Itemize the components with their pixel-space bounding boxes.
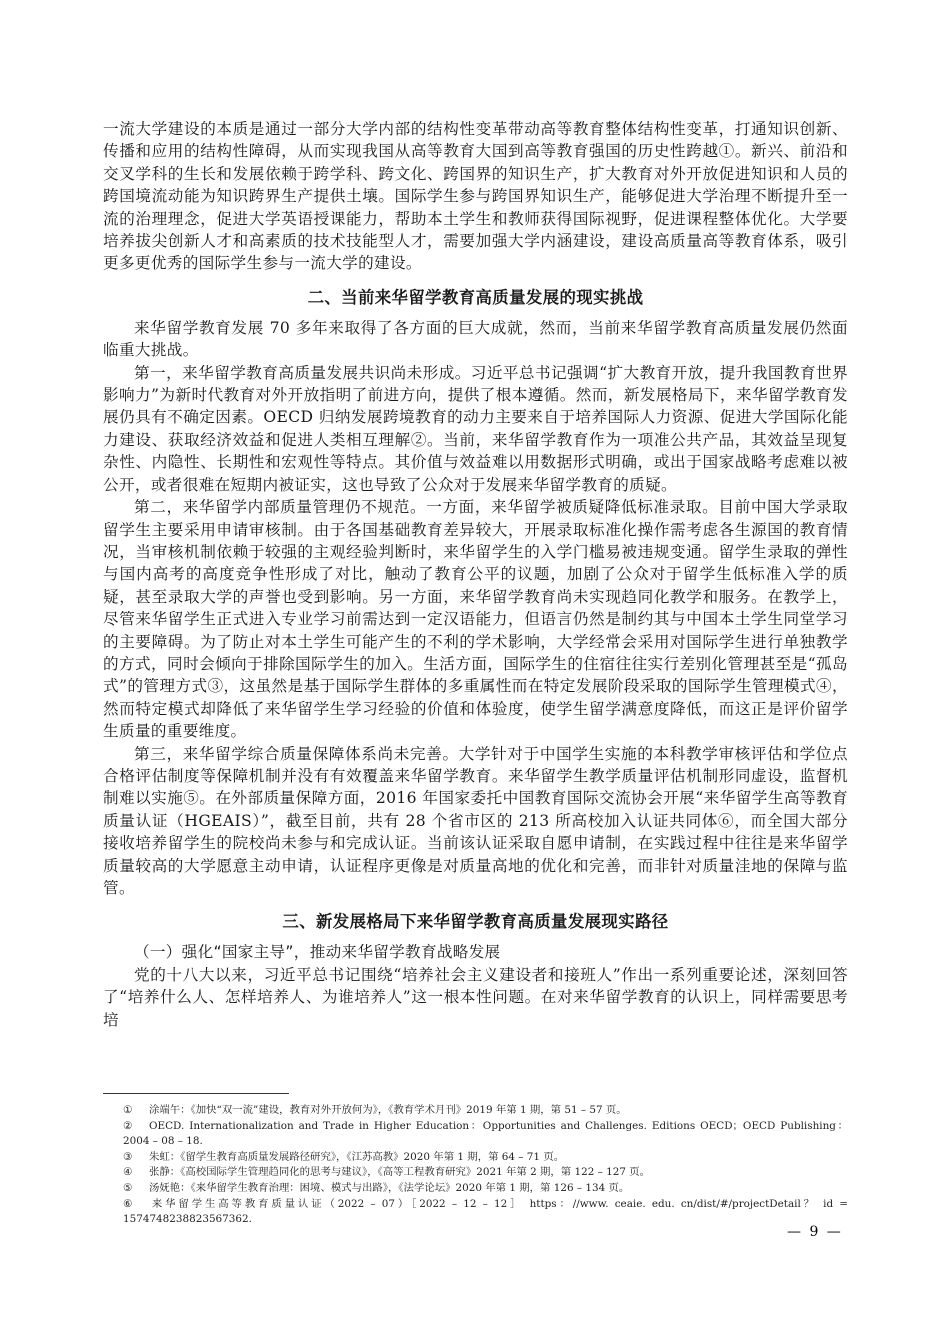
intro-paragraph: 一流大学建设的本质是通过一部分大学内部的结构性变革带动高等教育整体结构性变革，打通知识创新、传播和应用的结构性障碍，从而实现我国从高等教育大国到高等教育强国的历史性跨越①。新兴、前沿和交叉学科的生长和发展依赖于跨学科、跨文化、跨国界的知识生产，扩大教育对外开放促进知识和人员的跨国境流动能为知识跨界生产提供土壤。国际学生参与跨国界知识生产，能够促进大学治理不断提升至一流的治理理念，促进大学英语授课能力，帮助本土学生和教师获得国际视野，促进课程整体优化。大学要培养拔尖创新人才和高素质的技术技能型人才，需要加强大学内涵建设，建设高质量高等教育体系，吸引更多更优秀的国际学生参与一流大学的建设。	[103, 120, 848, 273]
section-3-paragraph-1: 党的十八大以来，习近平总书记围绕“培养社会主义建设者和接班人”作出一系列重要论述，深刻回答了“培养什么人、怎样培养人、为谁培养人”这一根本性问题。在对来华留学教育的认识上，同样需要思考培	[103, 965, 848, 1029]
footnote: ③ 朱虹：《留学生教育高质量发展路径研究》，《江苏高教》2020 年第 1 期，第 64 – 71 页。	[123, 1150, 565, 1163]
footnote: ① 涂端午：《加快“双一流”建设，教育对外开放何为》，《教育学术月刊》2019 年第 1 期，第 51 – 57 页。	[123, 1104, 627, 1116]
footnote: ⑤ 汤妩艳：《来华留学生教育治理：困境、模式与出路》，《法学论坛》2020 年第 1 期，第 126 – 134 页。	[123, 1181, 630, 1194]
page-number: — 9 —	[787, 1224, 843, 1240]
section-2-paragraph-4: 第三，来华留学综合质量保障体系尚未完善。大学针对于中国学生实施的本科教学审核评估和学位点合格评估制度等保障机制并没有有效覆盖来华留学教育。来华留学生教学质量评估机制形同虚设，监督机制难以实施⑤。在外部质量保障方面，2016 年国家委托中国教育国际交流协会开展“来华留学生高等教育质量认证（HGEAIS）”，截至目前，共有 28 个省市区的 213 所高校加入认证共同体⑥，而全国大部分接收培养留学生的院校尚未参与和完成认证。当前该认证采取自愿申请制，在实践过程中往往是来华留学质量较高的大学愿意主动申请，认证程序更像是对质量高地的优化和完善，而非针对质量洼地的保障与监管。	[103, 744, 848, 897]
footnote: ② OECD. Internationalization and Trade in Higher Education：Opportunities and Challenges. Editions OECD；OECD Publishing：2004 – 08 – 18.	[123, 1119, 848, 1148]
section-2-paragraph-2: 第一，来华留学教育高质量发展共识尚未形成。习近平总书记强调“扩大教育开放，提升我国教育世界影响力”为新时代教育对外开放指明了前进方向，提供了根本遵循。然而，新发展格局下，来华留学教育发展仍具有不确定因素。OECD 归纳发展跨境教育的动力主要来自于培养国际人力资源、促进大学国际化能力建设、获取经济效益和促进人类相互理解②。当前，来华留学教育作为一项准公共产品，其效益呈现复杂性、内隐性、长期性和宏观性等特点。其价值与效益难以用数据形式明确，或出于国家战略考虑难以被公开，或者很难在短期内被证实，这也导致了公众对于发展来华留学教育的质疑。	[103, 363, 848, 494]
section-2-heading: 二、当前来华留学教育高质量发展的现实挑战	[307, 287, 644, 307]
section-3-subheading-1: （一）强化“国家主导”，推动来华留学教育战略发展	[134, 943, 501, 962]
footnote: ⑥ 来华留学生高等教育质量认证（2022 – 07）［2022 – 12 – 12］ https：//www. ceaie. edu. cn/dist/#/projectDetail？ id = 1574748238823567362.	[123, 1197, 848, 1226]
main-text	[103, 118, 848, 1031]
footnote-divider	[103, 1093, 289, 1094]
section-3-heading: 三、新发展格局下来华留学教育高质量发展现实路径	[282, 912, 669, 932]
footnotes	[103, 1103, 848, 1228]
section-2-paragraph-3: 第二，来华留学内部质量管理仍不规范。一方面，来华留学被质疑降低标准录取。目前中国大学录取留学生主要采用申请审核制。由于各国基础教育差异较大，开展录取标准化操作需考虑各生源国的教育情况，当审核机制依赖于较强的主观经验判断时，来华留学生的入学门槛易被违规变通。留学生录取的弹性与国内高考的高度竞争性形成了对比，触动了教育公平的议题，加剧了公众对于留学生低标准入学的质疑，甚至录取大学的声誉也受到影响。另一方面，来华留学教育尚未实现趋同化教学和服务。在教学上，尽管来华留学生正式进入专业学习前需达到一定汉语能力，但语言仍然是制约其与中国本土学生同堂学习的主要障碍。为了防止对本土学生可能产生的不利的学术影响，大学经常会采用对国际学生进行单独教学的方式，同时会倾向于排除国际学生的加入。生活方面，国际学生的住宿往往实行差别化管理甚至是“孤岛式”的管理方式③，这虽然是基于国际学生群体的多重属性而在特定发展阶段采取的国际学生管理模式④，然而特定模式却降低了来华留学生学习经验的价值和体验度，使学生留学满意度降低，而这正是评价留学生质量的重要维度。	[103, 498, 848, 741]
footnote: ④ 张静：《高校国际学生管理趋同化的思考与建议》，《高等工程教育研究》2021 年第 2 期，第 122 – 127 页。	[123, 1166, 651, 1179]
section-2-paragraph-1: 来华留学教育发展 70 多年来取得了各方面的巨大成就，然而，当前来华留学教育高质量发展仍然面临重大挑战。	[103, 318, 848, 360]
